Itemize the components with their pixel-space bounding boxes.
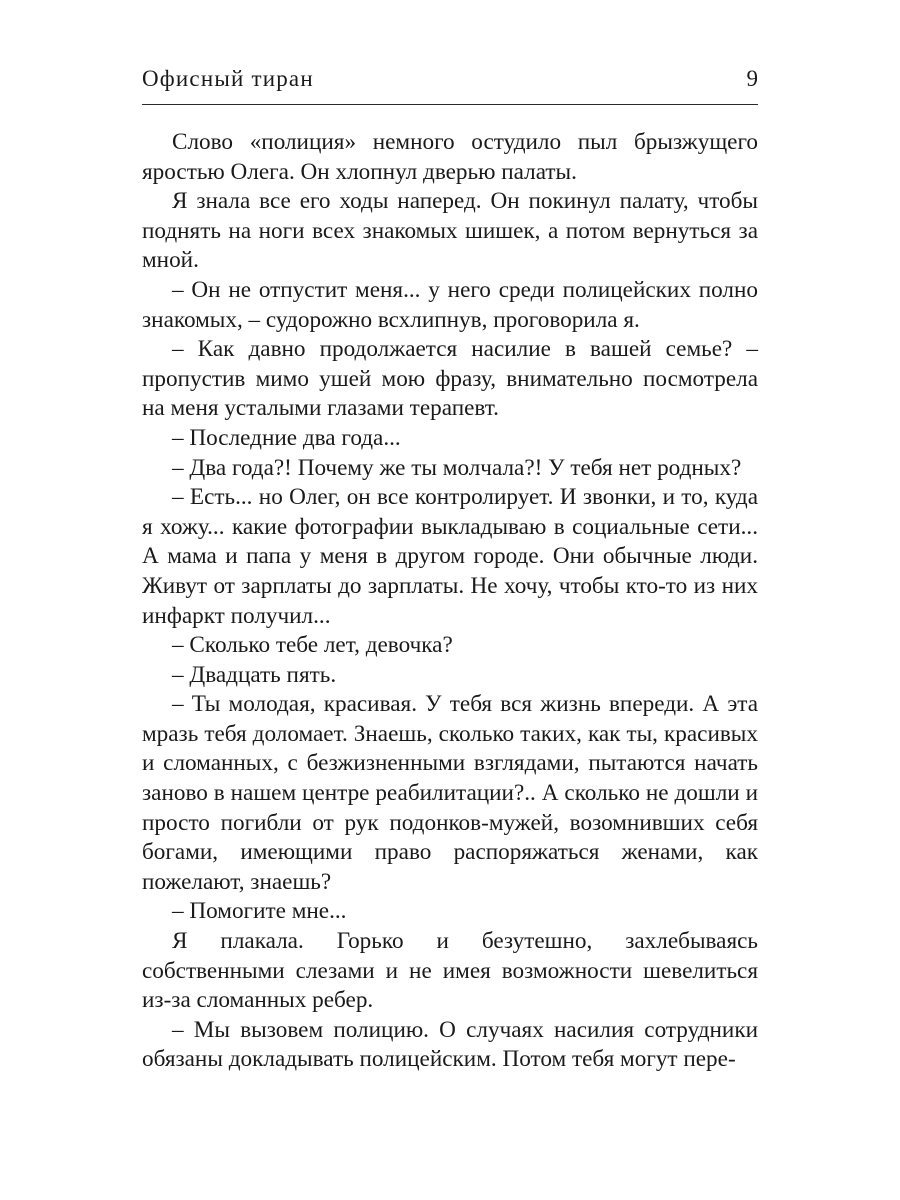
paragraph: – Как давно продолжается насилие в вашей семье? – пропустив мимо ушей мою фразу, внимательно посмотрела на меня усталыми глазами терапевт.: [142, 336, 758, 422]
paragraph: Я знала все его ходы наперед. Он покинул палату, чтобы поднять на ноги всех знакомых шишек, а потом вернуться за мной.: [142, 188, 758, 274]
paragraph: – Есть... но Олег, он все контролирует. И звонки, и то, куда я хожу... какие фотографии выкладываю в социальные сети... А мама и папа у меня в другом городе. Они обычные люди. Живут от зарплаты до зарплаты. Не хочу, чтобы кто-то из них инфаркт получил...: [142, 484, 758, 629]
paragraph: – Он не отпустит меня... у него среди полицейских полно знакомых, – судорожно всхлипнув, проговорила я.: [142, 276, 758, 333]
paragraph: – Сколько тебе лет, девочка?: [172, 632, 453, 659]
paragraph: – Помогите мне...: [172, 898, 347, 925]
header-divider: [142, 104, 758, 105]
paragraph: Слово «полиция» немного остудило пыл брызжущего яростью Олега. Он хлопнул дверью палаты.: [142, 129, 758, 185]
paragraph: – Двадцать пять.: [172, 661, 337, 688]
paragraph: Я плакала. Горько и безутешно, захлебываясь собственными слезами и не имея возможности шевелиться из-за сломанных ребер.: [142, 928, 758, 1014]
paragraph: – Ты молодая, красивая. У тебя вся жизнь впереди. А эта мразь тебя доломает. Знаешь, сколько таких, как ты, красивых и сломанных, с безжизненными взглядами, пытаются начать заново в нашем центре реабилитации?.. А сколько не дошли и просто погибли от рук подонков-мужей, возомнивших себя богами, имеющими право распоряжаться женами, как пожелают, знаешь?: [142, 691, 758, 895]
paragraph: – Последние два года...: [172, 424, 401, 451]
running-head: [142, 62, 758, 102]
book-title: Офисный тиран: [142, 66, 314, 91]
body-text: [142, 128, 758, 1075]
page-number: 9: [746, 66, 758, 91]
paragraph: – Два года?! Почему же ты молчала?! У тебя нет родных?: [172, 454, 742, 481]
paragraph: – Мы вызовем полицию. О случаях насилия сотрудники обязаны докладывать полицейским. Потом тебя могут пере-: [142, 1016, 758, 1073]
